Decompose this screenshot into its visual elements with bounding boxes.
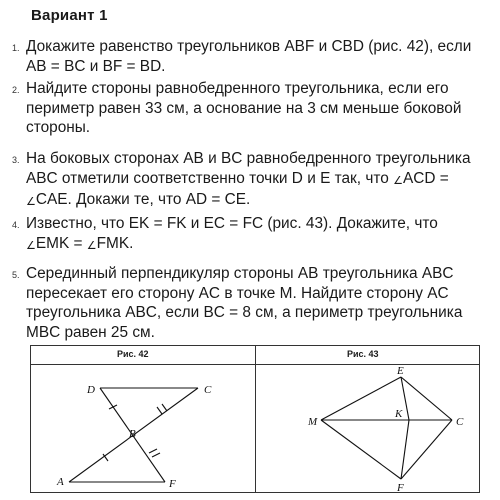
figure-43-caption: Рис. 43 xyxy=(347,349,379,359)
problem-text: Серединный перпендикуляр стороны AB треугольника ABC пересекает его сторону AC в точке M. Найдите сторону AC треугольника ABC, если BC = 8 см, а периметр треугольника MBC равен 25 см. xyxy=(26,265,463,341)
angle-symbol: ∠ xyxy=(86,239,97,252)
label-E: E xyxy=(397,365,404,377)
problem-5 xyxy=(12,264,482,342)
label-C: C xyxy=(204,384,212,396)
segment-ME xyxy=(321,377,401,420)
figure-42 xyxy=(31,365,255,493)
problem-text xyxy=(26,214,482,255)
tick-mark xyxy=(149,449,157,453)
angle-name: CAE xyxy=(35,191,68,208)
angle-name: FMK xyxy=(96,234,130,252)
angle-name: ACD xyxy=(402,169,436,187)
tick-mark xyxy=(109,405,117,409)
problem-1 xyxy=(12,37,482,76)
equals-sign: = xyxy=(435,169,449,187)
label-F: F xyxy=(397,482,404,493)
tick-mark xyxy=(157,407,162,414)
problem-number: 1. xyxy=(12,43,20,53)
angle-symbol: ∠ xyxy=(26,239,36,252)
problem-number: 3. xyxy=(12,155,20,165)
label-D: D xyxy=(87,384,95,396)
segment-MF xyxy=(321,420,401,479)
problem-text-part: На боковых сторонах AB и BC равнобедренного треугольника ABC отметили соответственно точки D и E так, что xyxy=(26,150,471,187)
problem-text: Найдите стороны равнобедренного треугольника, если его периметр равен 33 см, а основание на 3 см меньше боковой стороны. xyxy=(26,80,462,136)
label-A: A xyxy=(57,476,64,488)
problem-text-part: . xyxy=(129,234,134,252)
problem-number: 2. xyxy=(12,85,20,95)
problem-text xyxy=(26,149,482,212)
problem-number: 5. xyxy=(12,270,20,280)
equals-sign: = xyxy=(69,234,87,252)
segment-EC xyxy=(401,377,452,420)
label-M: M xyxy=(308,416,318,428)
angle-symbol: ∠ xyxy=(26,196,36,208)
tick-mark xyxy=(162,404,167,411)
problem-number: 4. xyxy=(12,220,20,230)
problem-2 xyxy=(12,79,482,138)
variant-title: Вариант 1 xyxy=(31,7,108,24)
problem-text-part: Известно, что EK = FK и EC = FC (рис. 43). Докажите, что xyxy=(26,215,438,232)
segment-FC xyxy=(401,420,452,479)
angle-name: EMK xyxy=(35,234,70,252)
label-C: C xyxy=(456,416,464,428)
problem-text: Докажите равенство треугольников ABF и CBD (рис. 42), если AB = BC и BF = BD. xyxy=(26,38,472,75)
label-F: F xyxy=(169,478,176,490)
figure-43 xyxy=(256,365,480,493)
figures-panel xyxy=(30,345,480,493)
angle-symbol: ∠ xyxy=(393,174,403,187)
label-K: K xyxy=(395,408,403,420)
tick-mark xyxy=(152,453,160,457)
label-B: B xyxy=(129,428,136,440)
problem-text-part: . Докажи те, что AD = CE. xyxy=(67,191,251,208)
problem-4 xyxy=(12,214,482,255)
segment-FK xyxy=(401,420,409,479)
problem-3 xyxy=(12,149,482,212)
figure-42-caption: Рис. 42 xyxy=(117,349,149,359)
